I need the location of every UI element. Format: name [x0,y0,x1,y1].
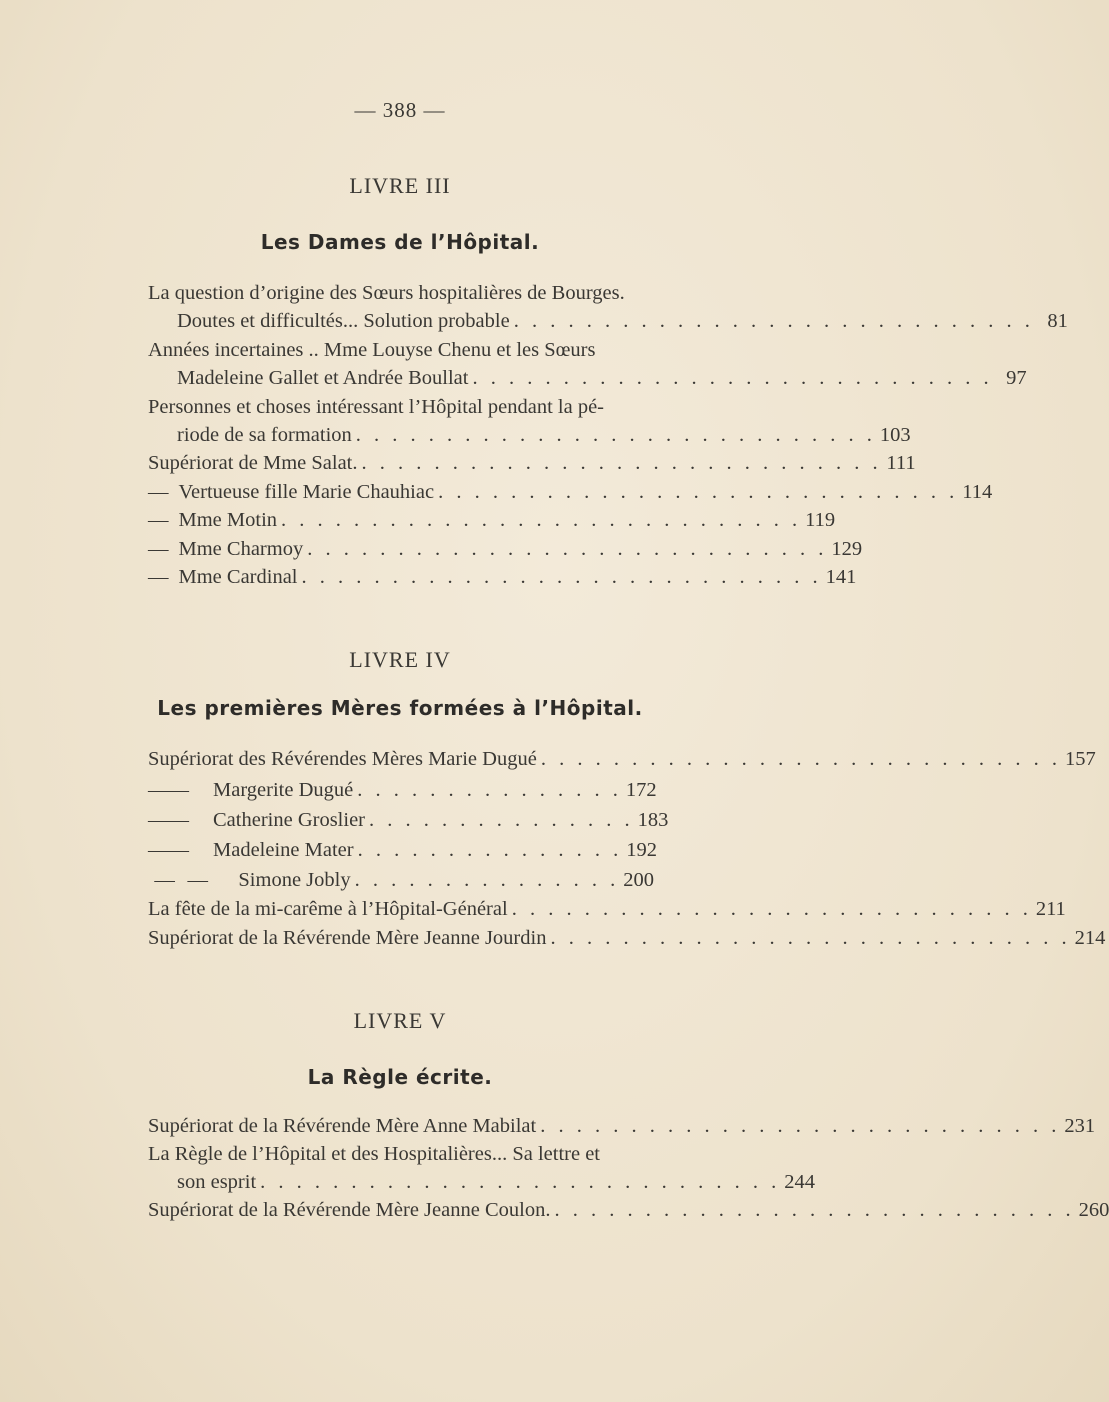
toc-entry [148,1112,1096,1140]
page-ref: 172 [625,779,657,801]
toc-entry [148,895,1066,923]
page-ref: 231 [1064,1115,1096,1137]
dot-leader: . . . . . . . . . . . . . . . . . . . . . . . . . . . . . [355,424,876,446]
page-ref: 214 [1074,927,1106,949]
toc-sub-entry [148,866,654,894]
page-ref: 192 [626,839,657,861]
toc-sub-entry [148,776,657,804]
toc-entry-text: La Règle de l’Hôpital et des Hospitalières... Sa lettre et [148,1143,600,1165]
dot-leader: . . . . . . . . . . . . . . . . . . . . . . . . . . . . . [301,566,822,588]
toc-entry [177,364,1027,392]
dot-leader: . . . . . . . . . . . . . . . . . . . . . . . . . . . . . [554,1199,1075,1221]
toc-entry-text: Catherine Groslier [213,809,365,831]
livre-3-subtitle: Les Dames de l’Hôpital. [260,230,540,254]
toc-entry-text: Doutes et difficultés... Solution probable [177,310,510,332]
toc-entry-text: Supériorat de la Révérende Mère Anne Mabilat [148,1115,537,1137]
toc-entry-text: Mme Motin [178,509,278,531]
toc-entry-text: son esprit [177,1171,257,1193]
toc-entry-text: Mme Charmoy [178,538,304,560]
toc-entry [148,1196,1109,1224]
ditto-dash: — [168,839,189,861]
dot-leader: . . . . . . . . . . . . . . . [369,809,634,831]
dot-leader: . . . . . . . . . . . . . . . . . . . . . . . . . . . . . [361,452,882,474]
ditto-dash: — [148,566,169,588]
dot-leader: . . . . . . . . . . . . . . . . . . . . . . . . . . . . . [540,1115,1061,1137]
page-ref: 119 [805,509,836,531]
toc-entry [148,449,916,477]
toc-entry-text: Supériorat de Mme Salat. [148,452,358,474]
page-ref: 200 [623,869,654,891]
page-ref: 244 [784,1171,816,1193]
toc-entry-text: Années incertaines .. Mme Louyse Chenu et les Sœurs [148,339,596,361]
dot-leader: . . . . . . . . . . . . . . . [357,779,622,801]
toc-entry [148,745,1096,773]
ditto-dash: — [168,809,189,831]
livre-5-subtitle: La Règle écrite. [307,1065,493,1089]
dot-leader: . . . . . . . . . . . . . . . . . . . . . . . . . . . . . [472,367,993,389]
page-ref: 111 [886,452,916,474]
dot-leader: . . . . . . . . . . . . . . . . . . . . . . . . . . . . . [550,927,1071,949]
ditto-dash: — [148,481,169,503]
toc-entry-text: Supériorat de la Révérende Mère Jeanne Jourdin [148,927,547,949]
toc-entry [177,1168,816,1196]
toc-sub-entry [148,563,857,591]
livre-3-title: LIVRE III [349,173,451,198]
toc-entry-text: Madeleine Mater [213,839,354,861]
toc-entry [148,924,1106,952]
toc-entry-text: Supériorat des Révérendes Mères Marie Dugué [148,748,537,770]
toc-entry [148,1140,654,1168]
toc-entry [148,393,654,421]
toc-entry-text: Personnes et choses intéressant l’Hôpital pendant la pé- [148,396,604,418]
toc-entry-text: Simone Jobly [238,869,351,891]
dot-leader: . . . . . . . . . . . . . . . . . . . . . . . . . . . . . [281,509,802,531]
page-ref: 157 [1064,748,1096,770]
toc-sub-entry [148,806,669,834]
toc-entry-text: La question d’origine des Sœurs hospitalières de Bourges. [148,282,625,304]
toc-sub-entry [148,478,993,506]
page-ref: 183 [637,809,669,831]
page-ref: 97 [1006,367,1027,389]
ditto-dash: — [148,509,169,531]
toc-entry [148,279,654,307]
dot-leader: . . . . . . . . . . . . . . . [354,869,620,891]
page-ref: 211 [1035,898,1066,920]
ditto-dash: — [154,869,175,891]
ditto-dash: — [187,869,209,891]
dot-leader: . . . . . . . . . . . . . . . . . . . . . . . . . . . . . [513,310,1034,332]
toc-entry-text: Supériorat de la Révérende Mère Jeanne Coulon. [148,1199,551,1221]
toc-sub-entry [148,506,836,534]
livre-4-title: LIVRE IV [349,647,451,672]
ditto-dash: — [168,779,189,801]
toc-entry-text: Mme Cardinal [178,566,298,588]
toc-entry-text: La fête de la mi-carême à l’Hôpital-Général [148,898,508,920]
toc-entry [177,307,1068,335]
ditto-dash: — [148,809,169,831]
toc-entry [177,421,911,449]
dot-leader: . . . . . . . . . . . . . . . . . . . . . . . . . . . . . [540,748,1061,770]
page-number: — 388 — [354,98,446,122]
dot-leader: . . . . . . . . . . . . . . . . . . . . . . . . . . . . . [438,481,959,503]
toc-sub-entry [148,535,863,563]
page-ref: 260 [1078,1199,1109,1221]
toc-entry-text: riode de sa formation [177,424,352,446]
livre-4-subtitle: Les premières Mères formées à l’Hôpital. [157,696,643,720]
ditto-dash: — [148,839,169,861]
page-ref: 129 [831,538,863,560]
page-ref: 81 [1047,310,1068,332]
toc-sub-entry [148,836,657,864]
page-ref: 103 [879,424,911,446]
page-ref: 141 [825,566,857,588]
dot-leader: . . . . . . . . . . . . . . . [357,839,623,861]
dot-leader: . . . . . . . . . . . . . . . . . . . . . . . . . . . . . [260,1171,781,1193]
toc-entry-text: Margerite Dugué [213,779,354,801]
livre-5-title: LIVRE V [353,1008,447,1033]
toc-entry-text: Vertueuse fille Marie Chauhiac [178,481,435,503]
dot-leader: . . . . . . . . . . . . . . . . . . . . . . . . . . . . . [307,538,828,560]
ditto-dash: — [148,538,169,560]
toc-entry-text: Madeleine Gallet et Andrée Boullat [177,367,469,389]
toc-entry [148,336,654,364]
page-ref: 114 [962,481,993,503]
dot-leader: . . . . . . . . . . . . . . . . . . . . . . . . . . . . . [511,898,1032,920]
ditto-dash: — [148,779,169,801]
